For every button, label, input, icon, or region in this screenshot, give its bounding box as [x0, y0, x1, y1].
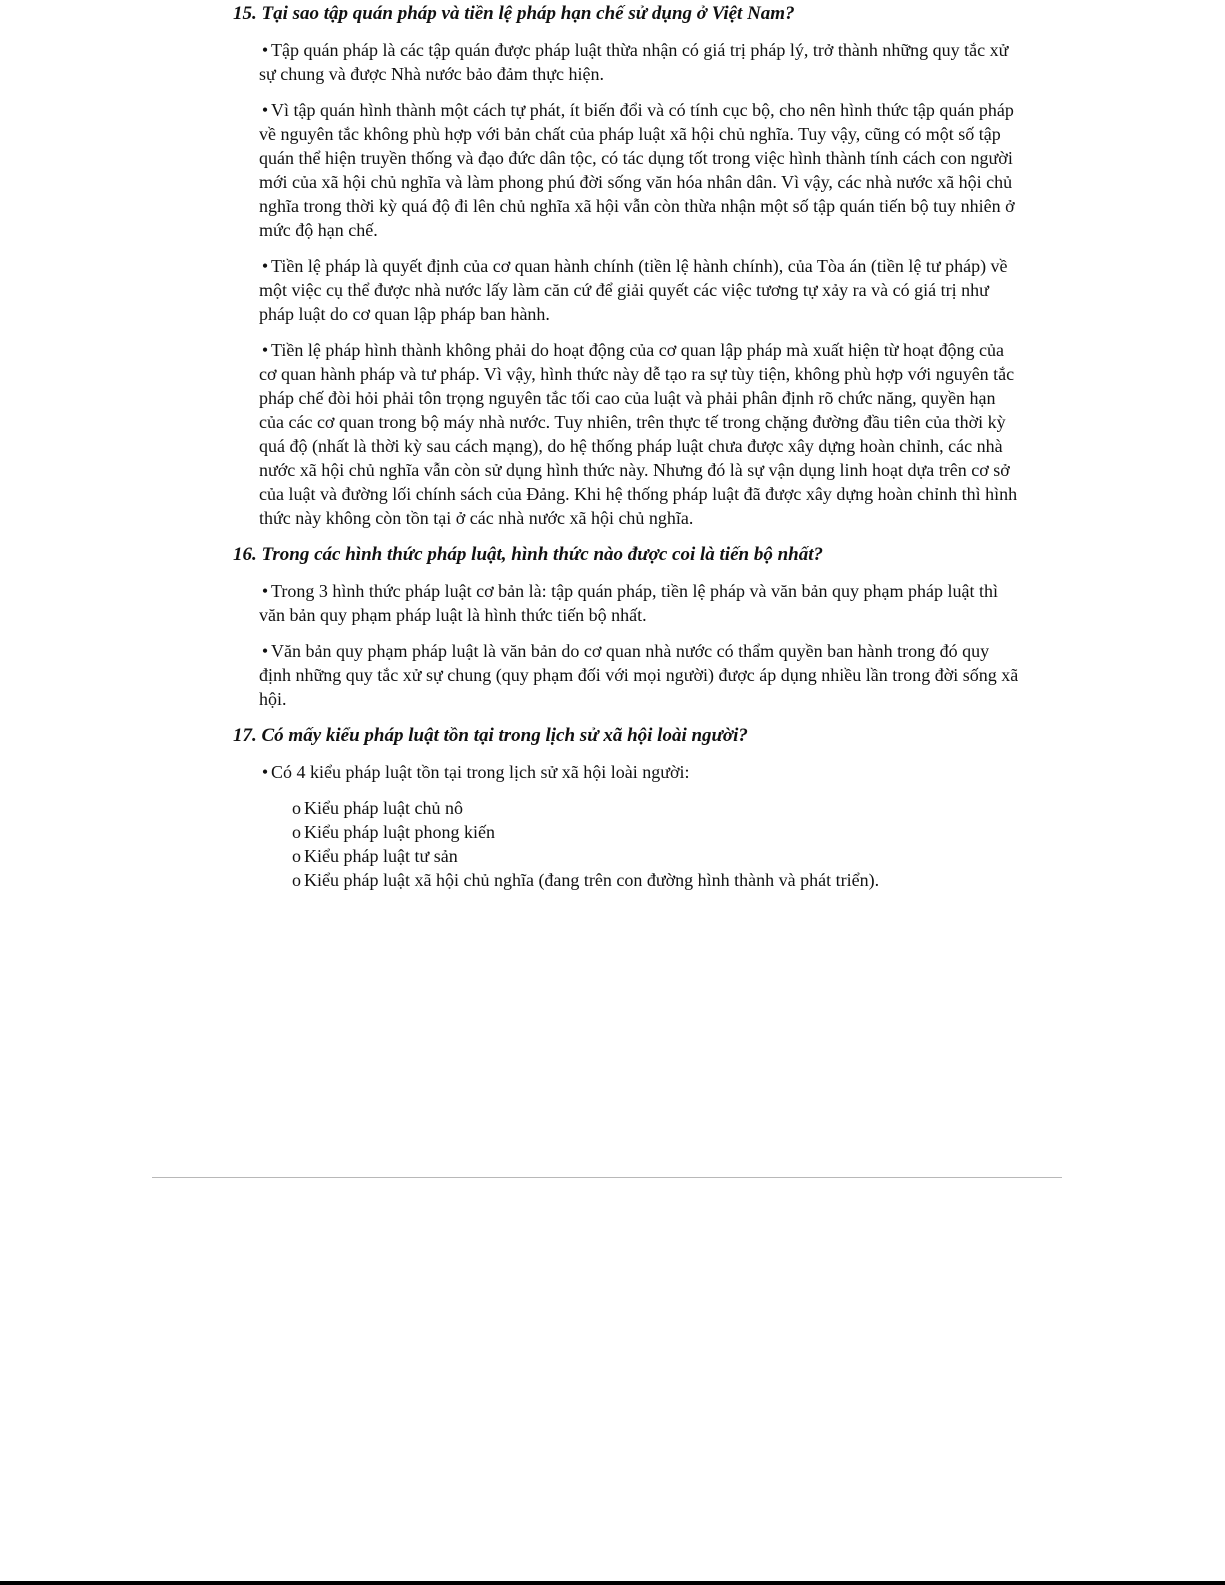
bullet-icon: •: [261, 100, 269, 120]
list-item: [292, 820, 1023, 844]
list-item-text: Kiểu pháp luật tư sản: [304, 846, 458, 866]
paragraph: [259, 639, 1023, 711]
paragraph-text: Tiền lệ pháp là quyết định của cơ quan hành chính (tiền lệ hành chính), của Tòa án (tiền lệ tư pháp) về một việc cụ thể được nhà nước lấy làm căn cứ để giải quyết các việc tương tự xảy ra và có giá trị như pháp luật do cơ quan lập pháp ban hành.: [259, 256, 1008, 324]
law-types-list: [292, 796, 1023, 892]
paragraph-text: Tập quán pháp là các tập quán được pháp luật thừa nhận có giá trị pháp lý, trở thành những quy tắc xử sự chung và được Nhà nước bảo đảm thực hiện.: [259, 40, 1009, 84]
circle-bullet-icon: o: [292, 846, 301, 866]
bullet-icon: •: [261, 581, 269, 601]
question-17-section: [233, 724, 1023, 892]
list-item-text: Kiểu pháp luật phong kiến: [304, 822, 495, 842]
circle-bullet-icon: o: [292, 870, 301, 890]
paragraph: [259, 760, 1023, 784]
page-bottom-edge: [0, 1581, 1225, 1585]
list-item: [292, 796, 1023, 820]
bullet-icon: •: [261, 256, 269, 276]
question-17-heading: 17. Có mấy kiểu pháp luật tồn tại trong lịch sử xã hội loài người?: [233, 725, 748, 746]
paragraph-text: Trong 3 hình thức pháp luật cơ bản là: tập quán pháp, tiền lệ pháp và văn bản quy phạm pháp luật thì văn bản quy phạm pháp luật là hình thức tiến bộ nhất.: [259, 581, 998, 625]
paragraph: [259, 254, 1023, 326]
paragraph-text: Tiền lệ pháp hình thành không phải do hoạt động của cơ quan lập pháp mà xuất hiện từ hoạt động của cơ quan hành pháp và tư pháp. Vì vậy, hình thức này dễ tạo ra sự tùy tiện, không phù hợp với nguyên tắc pháp chế đòi hỏi phải tôn trọng nguyên tắc tối cao của luật và phải phân định rõ chức năng, quyền hạn của các cơ quan trong bộ máy nhà nước. Tuy nhiên, trên thực tế trong chặng đường đầu tiên của thời kỳ quá độ (nhất là thời kỳ sau cách mạng), do hệ thống pháp luật chưa được xây dựng hoàn chỉnh, các nhà nước xã hội chủ nghĩa vẫn còn sử dụng hình thức này. Nhưng đó là sự vận dụng linh hoạt dựa trên cơ sở của luật và đường lối chính sách của Đảng. Khi hệ thống pháp luật đã được xây dựng hoàn chỉnh thì hình thức này không còn tồn tại ở các nhà nước xã hội chủ nghĩa.: [259, 340, 1018, 528]
paragraph-text: Văn bản quy phạm pháp luật là văn bản do cơ quan nhà nước có thẩm quyền ban hành trong đó quy định những quy tắc xử sự chung (quy phạm đối với mọi người) được áp dụng nhiều lần trong đời sống xã hội.: [259, 641, 1019, 709]
paragraph: [259, 98, 1023, 242]
question-15-heading: 15. Tại sao tập quán pháp và tiền lệ pháp hạn chế sử dụng ở Việt Nam?: [233, 3, 795, 24]
bullet-icon: •: [261, 762, 269, 782]
list-item: [292, 844, 1023, 868]
list-item-text: Kiểu pháp luật xã hội chủ nghĩa (đang trên con đường hình thành và phát triển).: [304, 870, 880, 890]
paragraph: [259, 38, 1023, 86]
paragraph-text: Có 4 kiểu pháp luật tồn tại trong lịch sử xã hội loài người:: [271, 762, 690, 782]
circle-bullet-icon: o: [292, 798, 301, 818]
question-16-section: [233, 543, 1023, 711]
question-15-section: [233, 2, 1023, 530]
paragraph: [259, 338, 1023, 530]
bullet-icon: •: [261, 340, 269, 360]
paragraph-text: Vì tập quán hình thành một cách tự phát, ít biến đổi và có tính cục bộ, cho nên hình thức tập quán pháp về nguyên tắc không phù hợp với bản chất của pháp luật xã hội chủ nghĩa. Tuy vậy, cũng có một số tập quán thể hiện truyền thống và đạo đức dân tộc, có tác dụng tốt trong việc hình thành tính cách con người mới của xã hội chủ nghĩa và làm phong phú đời sống văn hóa nhân dân. Vì vậy, các nhà nước xã hội chủ nghĩa trong thời kỳ quá độ đi lên chủ nghĩa xã hội vẫn còn thừa nhận một số tập quán tiến bộ tuy nhiên ở mức độ hạn chế.: [259, 100, 1015, 240]
list-item: [292, 868, 1023, 892]
question-16-heading: 16. Trong các hình thức pháp luật, hình thức nào được coi là tiến bộ nhất?: [233, 544, 823, 565]
footer-divider: [152, 1177, 1062, 1178]
bullet-icon: •: [261, 40, 269, 60]
document-body: [233, 2, 1023, 905]
paragraph: [259, 579, 1023, 627]
list-item-text: Kiểu pháp luật chủ nô: [304, 798, 463, 818]
bullet-icon: •: [261, 641, 269, 661]
circle-bullet-icon: o: [292, 822, 301, 842]
